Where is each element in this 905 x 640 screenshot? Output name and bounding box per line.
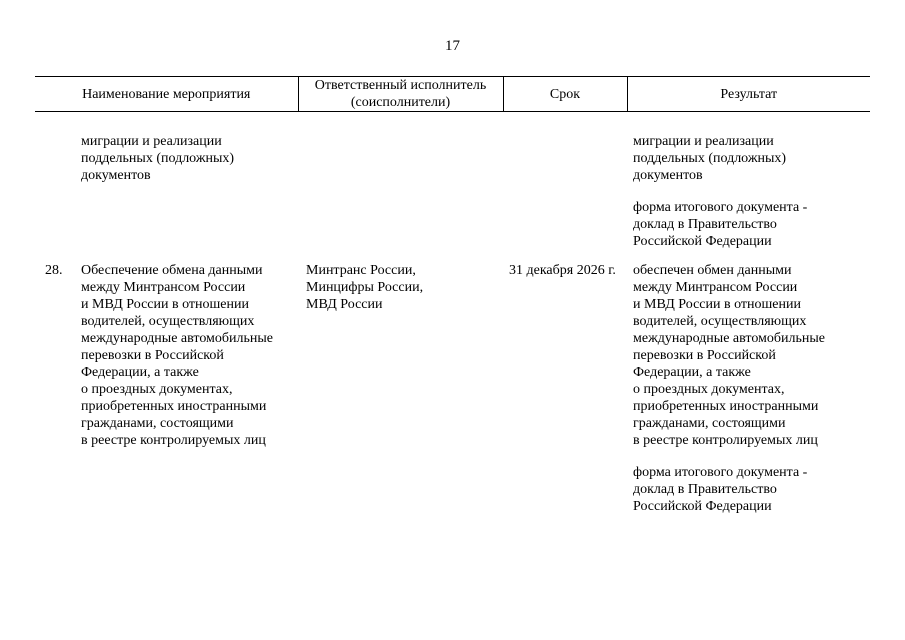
result-report-form: форма итогового документа - доклад в Правительство Российской Федерации (633, 465, 808, 514)
term-cell (503, 112, 627, 252)
term-cell: 31 декабря 2026 г. (509, 263, 616, 278)
result-cell (627, 251, 870, 515)
table-header-row (35, 77, 870, 112)
result-report-form: форма итогового документа - доклад в Правительство Российской Федерации (633, 200, 808, 249)
executor-cell (298, 112, 503, 252)
header-result: Результат (627, 77, 870, 112)
page-number: 17 (445, 38, 460, 54)
row-number: 28. (45, 263, 63, 278)
header-activity-name: Наименование мероприятия (35, 77, 298, 112)
activity-cell (35, 251, 298, 515)
header-term: Срок (503, 77, 627, 112)
activity-name: миграции и реализации поддельных (подложных) документов (81, 134, 235, 183)
result-text: обеспечен обмен данными между Минтрансом России и МВД России в отношении водителей, осуществляющих международные автомобильные перевозки в Российской Федерации, а также о проездных документах, приобретенных иностранными гражданами, состоящими в реестре контролируемых лиц (633, 263, 826, 448)
activity-name: Обеспечение обмена данными между Минтрансом России и МВД России в отношении водителей, осуществляющих международные автомобильные перевозки в Российской Федерации, а также о проездных документах, приобретенных иностранными гражданами, состоящими в реестре контролируемых лиц (81, 263, 274, 448)
executor-cell: Минтранс России, Минцифры России, МВД России (306, 263, 424, 312)
result-cell (627, 112, 870, 252)
header-responsible-executor: Ответственный исполнитель (соисполнители) (298, 77, 503, 112)
action-plan-table (35, 76, 870, 515)
table-row (35, 251, 870, 515)
result-text: миграции и реализации поддельных (подложных) документов (633, 134, 787, 183)
table-row (35, 112, 870, 252)
row-number (35, 133, 75, 184)
activity-cell (35, 112, 298, 252)
